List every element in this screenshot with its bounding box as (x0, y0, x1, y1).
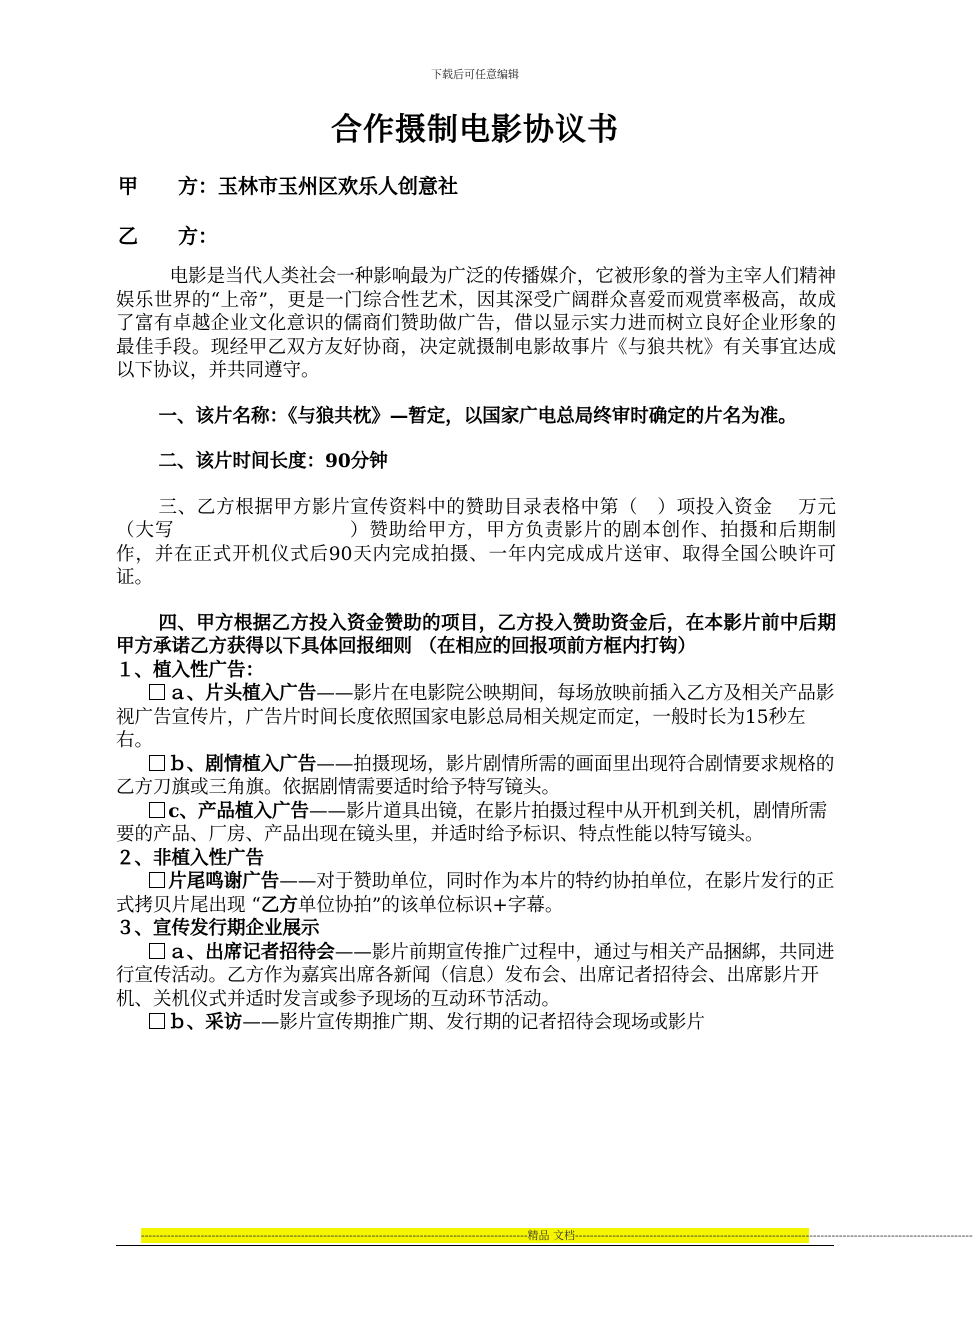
item-text: ——影片宣传期推广期、发行期的记者招待会现场或影片 (242, 1012, 705, 1033)
section-3-item-b (116, 1011, 836, 1035)
item-text: ——影片前期宣传推广过程中，通过与相关产品捆綁，共同进行宣传活动。乙方作为嘉宾出席各新闻（信息）发布会、出席记者招待会、出席影片开机、关机仪式并适时发言或参予现场的互动环节活动。 (116, 941, 835, 1010)
party-a (118, 170, 458, 199)
item-text: ——拍摄现场，影片剧情所需的画面里出现符合剧情要求规格的乙方刀旗或三角旗。依据剧情需要适时给予特写镜头。 (116, 753, 835, 798)
item-text-bold: 乙方 (260, 894, 298, 916)
item-title: ａ、出席记者招待会 (168, 941, 335, 963)
section-1-heading: １、植入性广告： (116, 659, 265, 681)
item-text: ——影片道具出镜，在影片拍摄过程中从开机到关机，剧情所需要的产品、厂房、产品出现在镜头里，并适时给予标识、特点性能以特写镜头。 (116, 800, 828, 845)
document-title: 合作摄制电影协议书 (331, 112, 619, 148)
section-1-item-c (116, 800, 836, 847)
document-body (116, 265, 836, 1035)
section-2-item (116, 870, 836, 917)
section-1-item-b (116, 753, 836, 800)
item-title: 片尾鸣谢广告 (168, 871, 280, 892)
party-b (118, 220, 218, 249)
checkbox[interactable] (149, 755, 165, 771)
checkbox[interactable] (149, 684, 165, 700)
clause-1: 一、该片名称：《与狼共枕》—暂定，以国家广电总局终审时确定的片名为准。 (158, 405, 797, 427)
clause-3: 三、乙方根据甲方影片宣传资料中的赞助目录表格中第（ ）项投入资金 万元（大写 ）赞助给甲方，甲方负责影片的剧本创作、拍摄和后期制作，并在正式开机仪式后90天内完成拍摄、一年内完成成片送审、取得全国公映许可证。 (116, 496, 836, 588)
footer-divider (116, 1245, 834, 1246)
item-title: ｂ、剧情植入广告 (168, 753, 317, 775)
party-b-label: 乙 方： (118, 224, 218, 248)
party-a-label: 甲 方： (118, 174, 218, 198)
section-3-item-a (116, 941, 836, 1012)
section-2-heading: ２、非植入性广告 (116, 847, 265, 869)
checkbox[interactable] (149, 1013, 165, 1029)
clause-4: 四、甲方根据乙方投入资金赞助的项目，乙方投入赞助资金后，在本影片前中后期甲方承诺乙方获得以下具体回报细则 （在相应的回报项前方框内打钩） (116, 612, 836, 657)
party-a-value: 玉林市玉州区欢乐人创意社 (218, 174, 458, 198)
header-note: 下载后可任意编辑 (431, 68, 519, 81)
item-text: 单位协拍”的该单位标识+字幕。 (297, 894, 564, 916)
item-title: c、产品植入广告 (168, 800, 310, 822)
footer-note: --------------------------------------------------------------------------------------------------------精品 文档----------------------------------------------------------------------------------------------------------- (141, 1229, 973, 1242)
clause-2: 二、该片时间长度：90分钟 (158, 451, 388, 472)
item-text: ——对于赞助单位，同时作为本片的特约协拍单位，在影片发行的正式拷贝片尾出现 “ (116, 871, 835, 916)
section-1-item-a (116, 682, 836, 753)
item-title: ｂ、采访 (168, 1012, 243, 1033)
item-text: ——影片在电影院公映期间，每场放映前插入乙方及相关产品影视广告宣传片，广告片时间长度依照国家电影总局相关规定而定，一般时长为15秒左右。 (116, 683, 835, 751)
item-title: ａ、片头植入广告 (168, 683, 317, 704)
checkbox[interactable] (149, 802, 165, 818)
section-3-heading: ３、宣传发行期企业展示 (116, 918, 320, 939)
checkbox[interactable] (149, 943, 165, 959)
intro-paragraph: 电影是当代人类社会一种影响最为广泛的传播媒介，它被形象的誉为主宰人们精神娱乐世界的“上帝”，更是一门综合性艺术，因其深受广阔群众喜爱而观赏率极高，故成了富有卓越企业文化意识的儒商们赞助做广告，借以显示实力进而树立良好企业形象的最佳手段。现经甲乙双方友好协商，决定就摄制电影故事片《与狼共枕》有关事宜达成以下协议，并共同遵守。 (116, 266, 836, 381)
checkbox[interactable] (149, 872, 165, 888)
